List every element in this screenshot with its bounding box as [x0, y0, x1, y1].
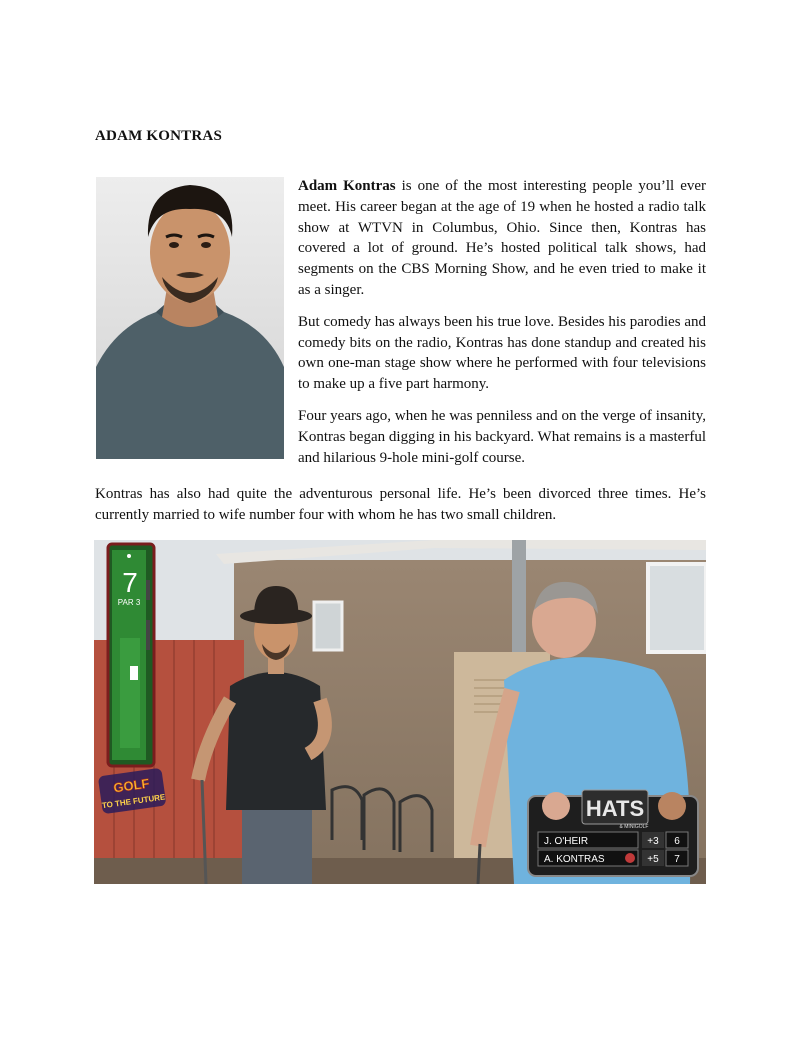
- player-1-name: J. O'HEIR: [544, 836, 589, 847]
- video-still: [94, 540, 706, 884]
- player-2-name: A. KONTRAS: [544, 854, 605, 865]
- hole-card-overlay: [108, 544, 154, 766]
- player-2-to-par: +5: [647, 854, 659, 865]
- hole-number: 7: [122, 567, 138, 598]
- scoreboard-overlay: [528, 790, 698, 876]
- bio-paragraph-2: But comedy has always been his true love. Besides his parodies and comedy bits on the radio, Kontras has done standup and created his own one-man stage show where he performed with four televisions to make up a five part harmony.: [298, 313, 706, 393]
- player-1-score: 6: [674, 836, 680, 847]
- scoreboard-sub: & MINIGOLF: [619, 824, 649, 830]
- player-1-to-par: +3: [647, 836, 659, 847]
- scoreboard-logo: HATS: [585, 796, 645, 821]
- svg-text:GOLF: GOLF: [112, 775, 151, 796]
- portrait-photo: [96, 177, 284, 459]
- bio-text: [298, 176, 706, 479]
- bio-paragraph-1-text: is one of the most interesting people you’ll ever meet. His career began at the age of 19 when he hosted a radio talk show at WTVN in Columbus, Ohio. Since then, Kontras has covered a lot of ground. He’s hosted political talk shows, had segments on the CBS Morning Show, and he even tried to make it as a singer.: [298, 178, 706, 298]
- personal-life-paragraph: Kontras has also had quite the adventurous personal life. He’s been divorced three times. He’s currently married to wife number four with whom he has two small children.: [95, 486, 706, 523]
- page-heading: ADAM KONTRAS: [95, 128, 222, 144]
- bio-paragraph-3: Four years ago, when he was penniless and on the verge of insanity, Kontras began digging in his backyard. What remains is a masterful and hilarious 9-hole mini-golf course.: [298, 407, 706, 466]
- bio-name: Adam Kontras: [298, 178, 396, 194]
- player-2-score: 7: [674, 854, 680, 865]
- bio-paragraph-1: [298, 176, 706, 301]
- par-label: PAR 3: [117, 598, 141, 607]
- svg-text:TO THE FUTURE: TO THE FUTURE: [101, 792, 166, 811]
